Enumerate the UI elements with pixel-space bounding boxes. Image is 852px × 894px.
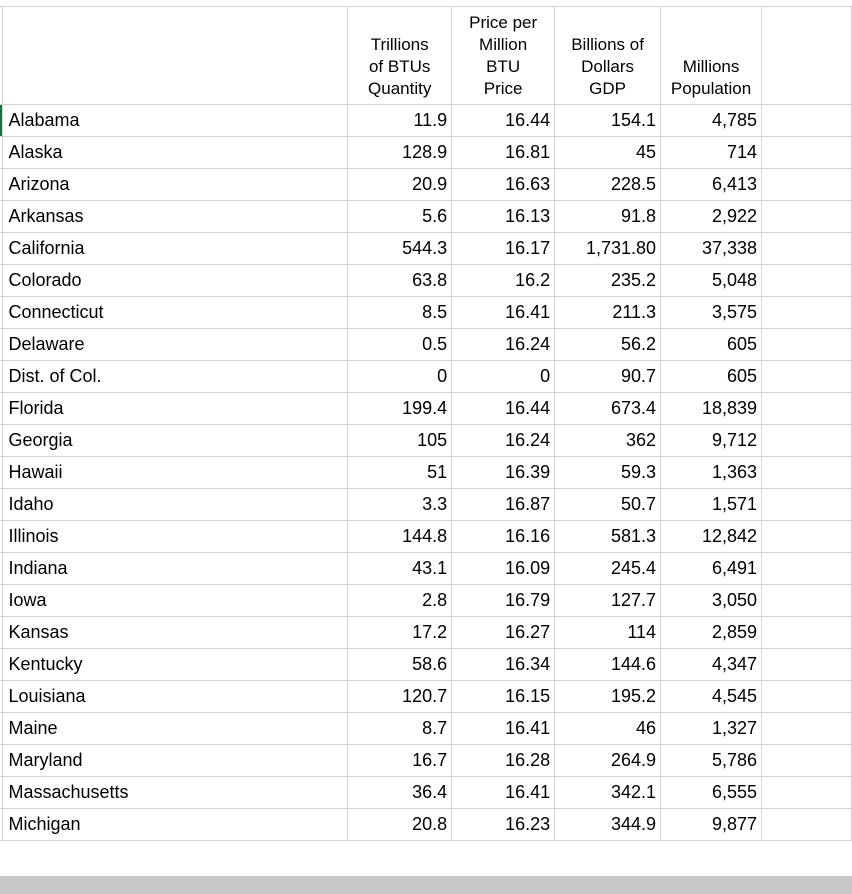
header-line: Billions of bbox=[571, 35, 644, 54]
table-row bbox=[0, 169, 852, 201]
state-cell[interactable]: Georgia bbox=[3, 425, 348, 457]
empty-cell[interactable] bbox=[762, 713, 852, 745]
table-row bbox=[0, 585, 852, 617]
price-cell[interactable]: 0 bbox=[452, 361, 555, 393]
price-cell[interactable]: 16.09 bbox=[452, 553, 555, 585]
quantity-cell[interactable]: 20.8 bbox=[348, 809, 452, 841]
population-cell[interactable]: 1,327 bbox=[661, 713, 762, 745]
empty-cell[interactable] bbox=[762, 393, 852, 425]
empty-cell[interactable] bbox=[762, 809, 852, 841]
gdp-cell[interactable]: 50.7 bbox=[555, 489, 661, 521]
population-cell[interactable]: 2,922 bbox=[661, 201, 762, 233]
price-cell[interactable]: 16.28 bbox=[452, 745, 555, 777]
state-cell[interactable]: Dist. of Col. bbox=[3, 361, 348, 393]
population-cell[interactable]: 9,712 bbox=[661, 425, 762, 457]
population-cell[interactable]: 3,050 bbox=[661, 585, 762, 617]
state-cell[interactable]: Idaho bbox=[3, 489, 348, 521]
quantity-cell[interactable]: 199.4 bbox=[348, 393, 452, 425]
gdp-cell[interactable]: 211.3 bbox=[555, 297, 661, 329]
quantity-cell[interactable]: 16.7 bbox=[348, 745, 452, 777]
state-cell[interactable]: Kansas bbox=[3, 617, 348, 649]
quantity-cell[interactable]: 43.1 bbox=[348, 553, 452, 585]
population-cell[interactable]: 6,555 bbox=[661, 777, 762, 809]
empty-cell[interactable] bbox=[762, 585, 852, 617]
price-cell[interactable]: 16.41 bbox=[452, 297, 555, 329]
header-line: Price per bbox=[469, 13, 538, 32]
population-cell[interactable]: 6,413 bbox=[661, 169, 762, 201]
quantity-cell[interactable]: 8.7 bbox=[348, 713, 452, 745]
gdp-cell[interactable]: 342.1 bbox=[555, 777, 661, 809]
header-line: Dollars bbox=[581, 57, 635, 76]
quantity-cell[interactable]: 17.2 bbox=[348, 617, 452, 649]
population-cell[interactable]: 9,877 bbox=[661, 809, 762, 841]
empty-cell[interactable] bbox=[762, 233, 852, 265]
state-cell[interactable]: Arizona bbox=[3, 169, 348, 201]
quantity-cell[interactable]: 0 bbox=[348, 361, 452, 393]
price-cell[interactable]: 16.27 bbox=[452, 617, 555, 649]
gdp-cell[interactable]: 362 bbox=[555, 425, 661, 457]
empty-cell[interactable] bbox=[762, 617, 852, 649]
gdp-cell[interactable]: 90.7 bbox=[555, 361, 661, 393]
table-row bbox=[0, 137, 852, 169]
price-cell[interactable]: 16.17 bbox=[452, 233, 555, 265]
gdp-cell[interactable]: 127.7 bbox=[555, 585, 661, 617]
table-row bbox=[0, 425, 852, 457]
price-cell[interactable]: 16.23 bbox=[452, 809, 555, 841]
table-row bbox=[0, 681, 852, 713]
population-cell[interactable]: 714 bbox=[661, 137, 762, 169]
table-row bbox=[0, 201, 852, 233]
quantity-cell[interactable]: 2.8 bbox=[348, 585, 452, 617]
state-cell[interactable]: Iowa bbox=[3, 585, 348, 617]
state-cell[interactable]: Maine bbox=[3, 713, 348, 745]
header-line: GDP bbox=[589, 79, 626, 98]
state-cell[interactable]: Colorado bbox=[3, 265, 348, 297]
header-line: BTU bbox=[486, 57, 521, 76]
gdp-cell[interactable]: 91.8 bbox=[555, 201, 661, 233]
gdp-cell[interactable]: 344.9 bbox=[555, 809, 661, 841]
price-cell[interactable]: 16.16 bbox=[452, 521, 555, 553]
header-cell-state[interactable] bbox=[3, 7, 348, 105]
quantity-cell[interactable]: 63.8 bbox=[348, 265, 452, 297]
table-row bbox=[0, 617, 852, 649]
state-cell[interactable]: Delaware bbox=[3, 329, 348, 361]
quantity-cell[interactable]: 51 bbox=[348, 457, 452, 489]
header-cell-price[interactable] bbox=[452, 7, 555, 105]
header-line: Price bbox=[483, 79, 523, 98]
gdp-cell[interactable]: 264.9 bbox=[555, 745, 661, 777]
empty-cell[interactable] bbox=[762, 105, 852, 137]
header-cell-population[interactable] bbox=[661, 7, 762, 105]
population-cell[interactable]: 5,786 bbox=[661, 745, 762, 777]
empty-cell[interactable] bbox=[762, 361, 852, 393]
empty-cell[interactable] bbox=[762, 137, 852, 169]
population-cell[interactable]: 605 bbox=[661, 329, 762, 361]
gdp-cell[interactable]: 45 bbox=[555, 137, 661, 169]
empty-cell[interactable] bbox=[762, 489, 852, 521]
gdp-cell[interactable]: 673.4 bbox=[555, 393, 661, 425]
gdp-cell[interactable]: 154.1 bbox=[555, 105, 661, 137]
price-cell[interactable]: 16.63 bbox=[452, 169, 555, 201]
header-line: Trillions bbox=[370, 35, 429, 54]
state-cell[interactable]: Arkansas bbox=[3, 201, 348, 233]
empty-cell[interactable] bbox=[762, 777, 852, 809]
header-row bbox=[0, 7, 852, 105]
state-cell[interactable]: Alabama bbox=[3, 105, 348, 137]
price-cell[interactable]: 16.44 bbox=[452, 393, 555, 425]
empty-cell[interactable] bbox=[762, 201, 852, 233]
state-cell[interactable]: Indiana bbox=[3, 553, 348, 585]
quantity-cell[interactable]: 144.8 bbox=[348, 521, 452, 553]
state-cell[interactable]: Louisiana bbox=[3, 681, 348, 713]
price-cell[interactable]: 16.24 bbox=[452, 425, 555, 457]
empty-cell[interactable] bbox=[762, 169, 852, 201]
price-cell[interactable]: 16.79 bbox=[452, 585, 555, 617]
header-cell-gdp[interactable] bbox=[555, 7, 661, 105]
price-cell[interactable]: 16.2 bbox=[452, 265, 555, 297]
population-cell[interactable]: 4,347 bbox=[661, 649, 762, 681]
gdp-cell[interactable]: 46 bbox=[555, 713, 661, 745]
gdp-cell[interactable]: 195.2 bbox=[555, 681, 661, 713]
state-cell[interactable]: Michigan bbox=[3, 809, 348, 841]
quantity-cell[interactable]: 0.5 bbox=[348, 329, 452, 361]
header-line: Quantity bbox=[368, 79, 432, 98]
gdp-cell[interactable]: 1,731.80 bbox=[555, 233, 661, 265]
state-cell[interactable]: California bbox=[3, 233, 348, 265]
empty-cell[interactable] bbox=[762, 265, 852, 297]
table-row bbox=[0, 265, 852, 297]
population-cell[interactable]: 1,571 bbox=[661, 489, 762, 521]
price-cell[interactable]: 16.41 bbox=[452, 777, 555, 809]
gdp-cell[interactable]: 228.5 bbox=[555, 169, 661, 201]
population-cell[interactable]: 6,491 bbox=[661, 553, 762, 585]
population-cell[interactable]: 37,338 bbox=[661, 233, 762, 265]
population-cell[interactable]: 605 bbox=[661, 361, 762, 393]
population-cell[interactable]: 5,048 bbox=[661, 265, 762, 297]
table-row bbox=[0, 649, 852, 681]
price-cell[interactable]: 16.41 bbox=[452, 713, 555, 745]
header-line: Million bbox=[479, 35, 528, 54]
quantity-cell[interactable]: 36.4 bbox=[348, 777, 452, 809]
price-cell[interactable]: 16.87 bbox=[452, 489, 555, 521]
header-line: Millions bbox=[682, 57, 740, 76]
state-cell[interactable]: Maryland bbox=[3, 745, 348, 777]
price-cell[interactable]: 16.15 bbox=[452, 681, 555, 713]
gdp-cell[interactable]: 235.2 bbox=[555, 265, 661, 297]
table-row bbox=[0, 521, 852, 553]
gdp-cell[interactable]: 114 bbox=[555, 617, 661, 649]
price-cell[interactable]: 16.44 bbox=[452, 105, 555, 137]
population-cell[interactable]: 12,842 bbox=[661, 521, 762, 553]
state-cell[interactable]: Alaska bbox=[3, 137, 348, 169]
table-row bbox=[0, 809, 852, 841]
quantity-cell[interactable]: 20.9 bbox=[348, 169, 452, 201]
quantity-cell[interactable]: 120.7 bbox=[348, 681, 452, 713]
table-row bbox=[0, 233, 852, 265]
quantity-cell[interactable]: 3.3 bbox=[348, 489, 452, 521]
table-row bbox=[0, 777, 852, 809]
empty-cell[interactable] bbox=[762, 649, 852, 681]
gdp-cell[interactable]: 56.2 bbox=[555, 329, 661, 361]
state-cell[interactable]: Kentucky bbox=[3, 649, 348, 681]
table-row bbox=[0, 553, 852, 585]
table-row bbox=[0, 489, 852, 521]
population-cell[interactable]: 1,363 bbox=[661, 457, 762, 489]
table-row bbox=[0, 713, 852, 745]
population-cell[interactable]: 4,785 bbox=[661, 105, 762, 137]
quantity-cell[interactable]: 128.9 bbox=[348, 137, 452, 169]
price-cell[interactable]: 16.34 bbox=[452, 649, 555, 681]
data-table bbox=[0, 6, 852, 841]
header-line: Population bbox=[670, 79, 752, 98]
price-cell[interactable]: 16.24 bbox=[452, 329, 555, 361]
quantity-cell[interactable]: 105 bbox=[348, 425, 452, 457]
empty-cell[interactable] bbox=[762, 553, 852, 585]
quantity-cell[interactable]: 5.6 bbox=[348, 201, 452, 233]
table-row bbox=[0, 105, 852, 137]
gdp-cell[interactable]: 581.3 bbox=[555, 521, 661, 553]
quantity-cell[interactable]: 544.3 bbox=[348, 233, 452, 265]
gdp-cell[interactable]: 245.4 bbox=[555, 553, 661, 585]
table-row bbox=[0, 745, 852, 777]
population-cell[interactable]: 2,859 bbox=[661, 617, 762, 649]
empty-cell[interactable] bbox=[762, 7, 852, 105]
horizontal-scrollbar[interactable] bbox=[0, 876, 852, 894]
empty-cell[interactable] bbox=[762, 745, 852, 777]
gdp-cell[interactable]: 144.6 bbox=[555, 649, 661, 681]
empty-cell[interactable] bbox=[762, 457, 852, 489]
table-row bbox=[0, 457, 852, 489]
price-cell[interactable]: 16.13 bbox=[452, 201, 555, 233]
quantity-cell[interactable]: 8.5 bbox=[348, 297, 452, 329]
price-cell[interactable]: 16.81 bbox=[452, 137, 555, 169]
price-cell[interactable]: 16.39 bbox=[452, 457, 555, 489]
header-cell-quantity[interactable] bbox=[348, 7, 452, 105]
header-line: of BTUs bbox=[368, 57, 431, 76]
population-cell[interactable]: 3,575 bbox=[661, 297, 762, 329]
state-cell[interactable]: Florida bbox=[3, 393, 348, 425]
state-cell[interactable]: Hawaii bbox=[3, 457, 348, 489]
table-row bbox=[0, 393, 852, 425]
state-cell[interactable]: Massachusetts bbox=[3, 777, 348, 809]
table-row bbox=[0, 297, 852, 329]
table-row bbox=[0, 329, 852, 361]
quantity-cell[interactable]: 11.9 bbox=[348, 105, 452, 137]
empty-cell[interactable] bbox=[762, 521, 852, 553]
state-cell[interactable]: Connecticut bbox=[3, 297, 348, 329]
quantity-cell[interactable]: 58.6 bbox=[348, 649, 452, 681]
empty-cell[interactable] bbox=[762, 425, 852, 457]
population-cell[interactable]: 18,839 bbox=[661, 393, 762, 425]
empty-cell[interactable] bbox=[762, 297, 852, 329]
gdp-cell[interactable]: 59.3 bbox=[555, 457, 661, 489]
empty-cell[interactable] bbox=[762, 681, 852, 713]
empty-cell[interactable] bbox=[762, 329, 852, 361]
population-cell[interactable]: 4,545 bbox=[661, 681, 762, 713]
table-row bbox=[0, 361, 852, 393]
state-cell[interactable]: Illinois bbox=[3, 521, 348, 553]
